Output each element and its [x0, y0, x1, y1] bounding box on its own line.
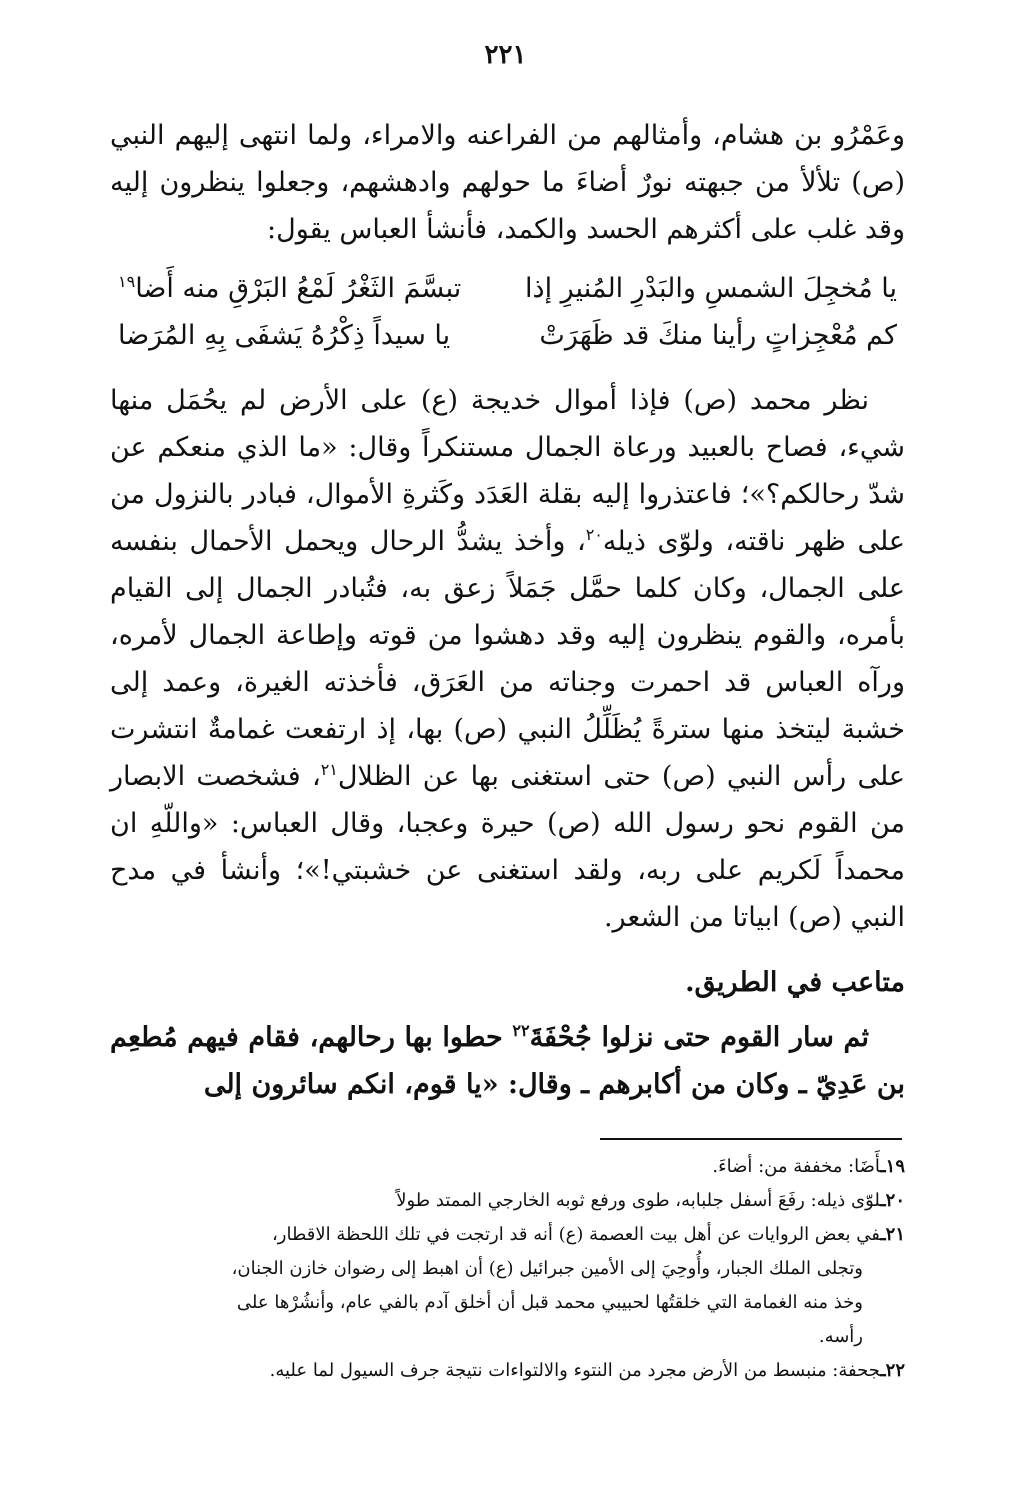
- footnote-ref-19: ١٩: [118, 272, 136, 291]
- paragraph-3-part-2: حطوا بها رحالهم، فقام فيهم مُطعِم بن عَدِيّ ـ وكان من أكابرهم ـ وقال: «يا قوم، انكم سائرون إلى: [110, 1022, 905, 1100]
- footnote-20: [110, 1184, 905, 1218]
- footnote-number: ٢١ـ: [880, 1224, 905, 1245]
- footnotes: [110, 1150, 905, 1388]
- paragraph-2-part-2: ، وأخذ يشدُّ الرحال ويحمل الأحمال بنفسه على الجمال، وكان كلما حمَّل جَمَلاً زعق به، فتُبادر الجمال إلى القيام بأمره، والقوم ينظرون إليه وقد دهشوا من قوته وإطاعة الجمال لأمره، ورآه العباس قد احمرت وجناته من العَرَق، فأخذته الغيرة، وعمد إلى خشبة ليتخذ منها سترةً يُظَلِّلُ النبي (ص) بها، إذ ارتفعت غمامةٌ انتشرت على رأس النبي (ص) حتى استغنى بها عن الظلال: [110, 526, 905, 792]
- paragraph-2-part-1: نظر محمد (ص) فإذا أموال خديجة (ع) على الأرض لم يحُمَل منها شيء، فصاح بالعبيد ورعاة الجمال مستنكراً وقال: «ما الذي منعكم عن شدّ رحالكم؟»؛ فاعتذروا إليه بقلة العَدَد وكَثرةِ الأموال، فبادر بالنزول من على ظهر ناقته، ولوّى ذيله: [110, 385, 906, 557]
- paragraph-2-part-3: ، فشخصت الابصار من القوم نحو رسول الله (ص) حيرة وعجبا، وقال العباس: «واللّهِ ان محمداً لَكريم على ربه، ولقد استغنى عن خشبتي!»؛ وأنشأ في مدح النبي (ص) ابياتا من الشعر.: [110, 761, 905, 933]
- section-heading: متاعب في الطريق.: [685, 967, 905, 998]
- footnote-number: ٢٠ـ: [880, 1190, 905, 1211]
- verse-2-second-hemistich: يا سيداً ذِكْرُهُ يَشفَى بِهِ المُرَضا: [118, 320, 451, 351]
- paragraph-3-part-1: ثم سار القوم حتى نزلوا جُحْفَةَ: [529, 1022, 869, 1053]
- footnote-separator: [600, 1138, 902, 1140]
- verse-2-first-hemistich: كم مُعْجِزاتٍ رأينا منكَ قد ظَهَرَتْ: [539, 320, 897, 351]
- paragraph-3: [110, 1014, 905, 1108]
- footnote-text: أَضَا: مخففة من: أضاءَ.: [712, 1156, 881, 1177]
- footnote-ref-22: ٢٢: [512, 1021, 530, 1040]
- verse-1-first-hemistich: يا مُخجِلَ الشمسِ والبَدْرِ المُنيرِ إذا: [525, 273, 897, 304]
- footnote-22: [110, 1354, 905, 1388]
- footnote-number: ٢٢ـ: [880, 1360, 905, 1381]
- verse-1-second-hemistich: [118, 265, 461, 312]
- footnote-21-line-3: وخذ منه الغمامة التي خلقتُها لحبيبي محمد قبل أن أخلق آدم بالفي عام، وأنشُرْها على: [236, 1292, 863, 1313]
- poem: [110, 265, 905, 359]
- footnote-text: جحفة: منبسط من الأرض مجرد من النتوء والالتواءات نتيجة جرف السيول لما عليه.: [269, 1360, 881, 1381]
- footnote-21: [110, 1218, 905, 1252]
- footnote-number: ١٩ـ: [880, 1156, 905, 1177]
- footnote-ref-21: ٢١: [320, 760, 338, 779]
- main-text: [110, 112, 905, 1108]
- poem-verse-2: [110, 312, 905, 359]
- footnote-ref-20: ٢٠: [585, 525, 603, 544]
- footnote-21-line-4: رأسه.: [818, 1326, 863, 1347]
- footnote-text: لوّى ذيله: رفَعَ أسفل جلبابه، طوى ورفع ثوبه الخارجي الممتد طولاً: [396, 1190, 881, 1211]
- footnote-text: في بعض الروايات عن أهل بيت العصمة (ع) أنه قد ارتجت في تلك اللحظة الاقطار،: [272, 1224, 881, 1245]
- paragraph-1: وعَمْرُو بن هشام، وأمثالهم من الفراعنه والامراء، ولما انتهى إليهم النبي (ص) تلألأ من جبهته نورٌ أضاءَ ما حولهم وادهشهم، وجعلوا ينظرون إليه وقد غلب على أكثرهم الحسد والكمد، فأنشأ العباس يقول:: [110, 120, 905, 245]
- footnote-19: [110, 1150, 905, 1184]
- verse-1-second-hemistich-text: تبسَّمَ الثَغْرُ لَمْعُ البَرْقِ منه أَضا: [135, 273, 462, 304]
- paragraph-2: [110, 377, 905, 941]
- poem-verse-1: [110, 265, 905, 312]
- page-number: ٢٢١: [484, 40, 527, 70]
- footnote-21-line-2: وتجلى الملك الجبار، وأُوحِيَ إلى الأمين جبرائيل (ع) أن اهبط إلى رضوان خازن الجنان،: [231, 1258, 863, 1279]
